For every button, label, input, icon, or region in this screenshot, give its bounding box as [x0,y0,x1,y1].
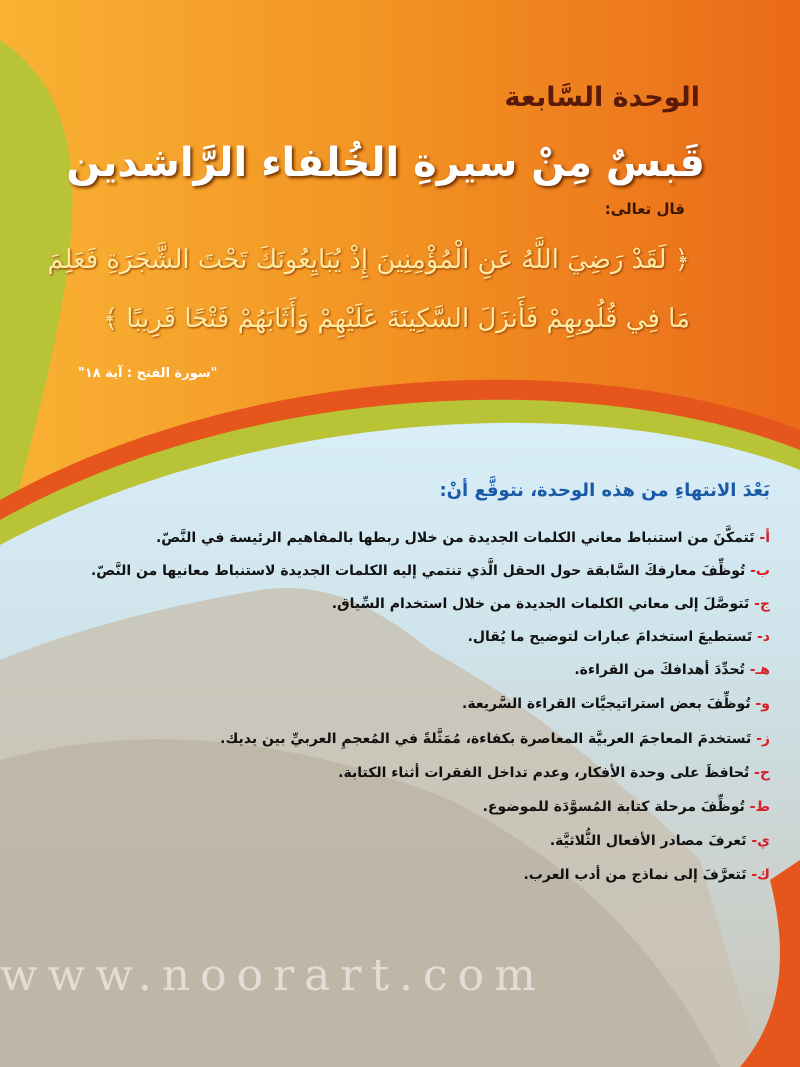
objective-letter: ك- [751,867,770,883]
objective-text: تَتعرَّفَ إلى نماذج من أدب العرب. [523,867,747,883]
objective-text: تُحافظَ على وحدة الأفكار، وعدم تداخل الفقرات أثناء الكتابة. [338,765,750,781]
objective-letter: ط- [749,799,770,815]
quran-verse-line-2: مَا فِي قُلُوبِهِمْ فَأَنزَلَ السَّكِينَةَ عَلَيْهِمْ وَأَثَابَهُمْ فَتْحًا قَرِيبًا ﴾ [102,304,690,334]
objective-item [574,662,770,678]
objective-text: تَتوصَّلَ إلى معاني الكلمات الجديدة من خلال استخدام السِّياق. [331,596,750,612]
objective-text: تَعرفَ مصادر الأفعال الثُّلاثيَّة. [549,833,747,849]
unit-label: الوحدة السَّابعة [504,82,700,113]
objective-text: تُوظِّفَ معارفكَ السَّابقة حول الحقل الَّذي تنتمي إليه الكلمات الجديدة لاستنباط معانيها من النَّصّ. [90,563,746,579]
quran-verse-line-1: ﴿ لَقَدْ رَضِيَ اللَّهُ عَنِ الْمُؤْمِنِينَ إِذْ يُبَايِعُونَكَ تَحْتَ الشَّجَرَةِ فَعَلِمَ [47,245,690,275]
objective-item [91,563,770,579]
watermark: www.noorart.com [0,950,546,1001]
objective-letter: ي- [751,833,770,849]
objectives-heading: بَعْدَ الانتهاءِ من هذه الوحدة، نتوقَّع أنْ: [439,480,770,501]
objective-item [156,530,770,546]
objective-letter: د- [757,629,770,645]
objective-letter: ز- [756,731,770,747]
objective-text: تُوظِّفَ مرحلة كتابة المُسوَّدَة للموضوع. [482,799,745,815]
objective-item [550,833,770,849]
objective-letter: و- [755,696,770,712]
objective-letter: أ- [759,530,770,546]
quote-intro: قال تعالى: [604,200,685,218]
objective-item [462,696,770,712]
objective-item [523,867,770,883]
objective-letter: ج- [754,596,770,612]
objective-text: تَستخدمَ المعاجمَ العربيَّة المعاصرة بكفاءة، مُمَثَّلةً في المُعجمِ العربيِّ بين يديك. [220,731,752,747]
objective-item [468,629,770,645]
objective-text: تَتمكَّنَ من استنباط معاني الكلمات الجديدة من خلال ربطها بالمفاهيم الرئيسة في النَّصّ. [155,530,755,546]
objective-item [338,765,770,781]
objective-item [220,731,770,747]
verse-source: "سورة الفتح : آية ١٨" [78,366,218,381]
objective-text: تَستطيعَ استخدامَ عبارات لتوضيح ما يُقال. [467,629,753,645]
objective-letter: ح- [754,765,770,781]
objective-item [483,799,770,815]
page-title: قَبسٌ مِنْ سيرةِ الخُلفاء الرَّاشدين [66,140,705,186]
objective-letter: هـ- [749,662,770,678]
objective-letter: ب- [750,563,770,579]
objective-text: تُوظِّفَ بعض استراتيجيَّات القراءة السَّريعة. [462,696,751,712]
objective-text: تُحدِّدَ أهدافكَ من القراءة. [574,662,745,678]
objective-item [332,596,770,612]
